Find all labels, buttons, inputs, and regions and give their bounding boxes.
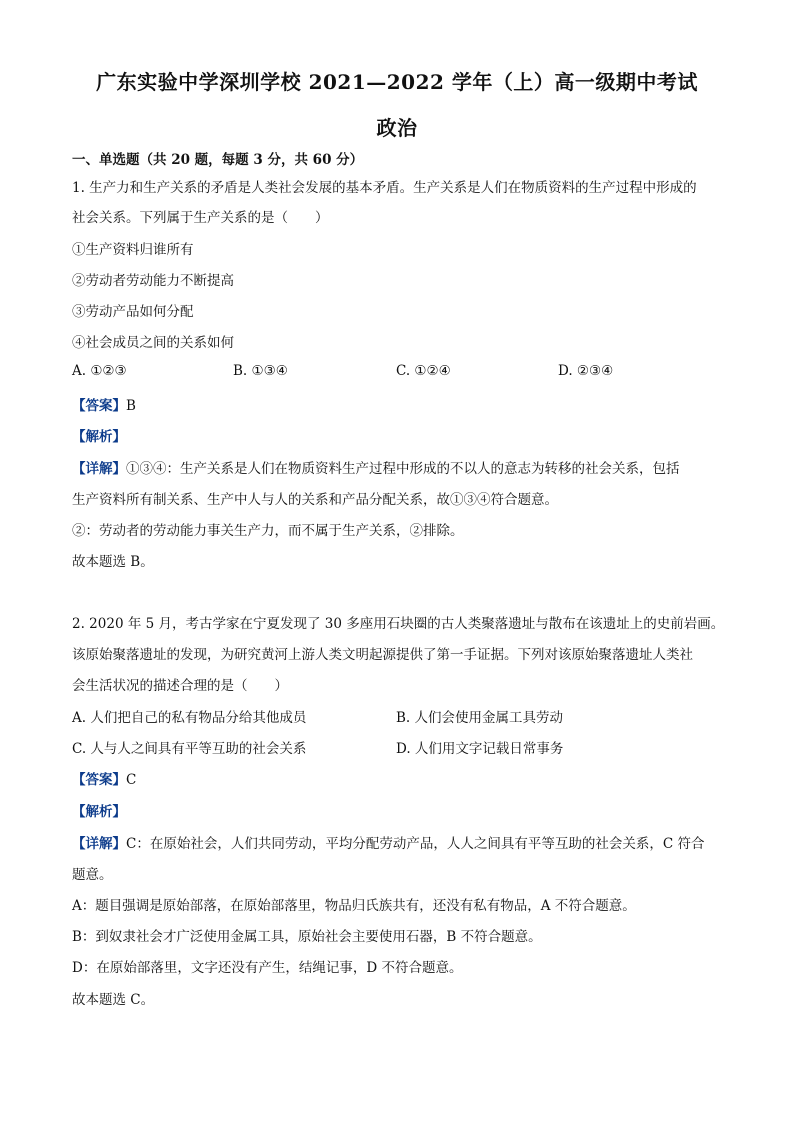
- subject-title: 政治: [376, 116, 418, 140]
- q1-item-1: ①生产资料归谁所有: [72, 242, 194, 258]
- q2-answer-row: [72, 768, 136, 788]
- q1-item-2: ②劳动者劳动能力不断提高: [72, 273, 234, 289]
- q2-answer-value: C: [126, 772, 137, 788]
- q1-answer-row: [72, 394, 136, 414]
- detail-tag: 【详解】: [72, 836, 126, 852]
- q2-detail-text-1: C：在原始社会，人们共同劳动，平均分配劳动产品，人人之间具有平等互助的社会关系，C 符合: [126, 836, 705, 852]
- q2-option-a: A. 人们把自己的私有物品分给其他成员: [72, 710, 307, 726]
- answer-tag: 【答案】: [72, 772, 126, 788]
- q1-answer-value: B: [126, 398, 136, 414]
- q2-stem-line-1: 2. 2020 年 5 月，考古学家在宁夏发现了 30 多座用石块圈的古人类聚落遗址与散布在该遗址上的史前岩画。: [72, 616, 725, 632]
- q2-option-c: C. 人与人之间具有平等互助的社会关系: [72, 741, 307, 757]
- q2-detail-line-3: A：题目强调是原始部落，在原始部落里，物品归氏族共有，还没有私有物品，A 不符合题意。: [72, 898, 636, 914]
- q2-detail-line-2: 题意。: [72, 867, 113, 883]
- document-title: 广东实验中学深圳学校 2021—2022 学年（上）高一级期中考试: [96, 70, 698, 94]
- q1-option-c: C. ①②④: [396, 363, 451, 379]
- q2-stem-line-3: 会生活状况的描述合理的是（ ）: [72, 678, 288, 694]
- q1-detail-line-1: [72, 457, 680, 477]
- section-heading: 一、单选题（共 20 题，每题 3 分，共 60 分）: [72, 152, 364, 168]
- q1-item-3: ③劳动产品如何分配: [72, 304, 194, 320]
- q1-stem-line-1: 1. 生产力和生产关系的矛盾是人类社会发展的基本矛盾。生产关系是人们在物质资料的生产过程中形成的: [72, 180, 697, 196]
- q1-detail-text-1: ①③④：生产关系是人们在物质资料生产过程中形成的不以人的意志为转移的社会关系，包括: [126, 461, 680, 477]
- answer-tag: 【答案】: [72, 398, 126, 414]
- analysis-tag: 【解析】: [72, 804, 126, 820]
- q1-option-d: D. ②③④: [558, 363, 614, 379]
- detail-tag: 【详解】: [72, 461, 126, 477]
- analysis-tag: 【解析】: [72, 429, 126, 445]
- q2-stem-line-2: 该原始聚落遗址的发现，为研究黄河上游人类文明起源提供了第一手证据。下列对该原始聚落遗址人类社: [72, 647, 693, 663]
- q1-conclusion: 故本题选 B。: [72, 554, 154, 570]
- q2-detail-line-5: D：在原始部落里，文字还没有产生，结绳记事，D 不符合题意。: [72, 960, 463, 976]
- q2-analysis-row: [72, 800, 126, 820]
- q1-option-b: B. ①③④: [233, 363, 288, 379]
- q2-option-d: D. 人们用文字记载日常事务: [396, 741, 564, 757]
- q1-stem-line-2: 社会关系。下列属于生产关系的是（ ）: [72, 210, 329, 226]
- q2-detail-line-4: B：到奴隶社会才广泛使用金属工具，原始社会主要使用石器，B 不符合题意。: [72, 929, 542, 945]
- q2-option-b: B. 人们会使用金属工具劳动: [396, 710, 564, 726]
- q1-option-a: A. ①②③: [72, 363, 127, 379]
- q2-detail-line-1: [72, 832, 704, 852]
- q1-detail-line-3: ②：劳动者的劳动能力事关生产力，而不属于生产关系，②排除。: [72, 523, 464, 539]
- q1-detail-line-2: 生产资料所有制关系、生产中人与人的关系和产品分配关系，故①③④符合题意。: [72, 492, 558, 508]
- q1-item-4: ④社会成员之间的关系如何: [72, 335, 234, 351]
- q1-analysis-row: [72, 425, 126, 445]
- q2-conclusion: 故本题选 C。: [72, 992, 155, 1008]
